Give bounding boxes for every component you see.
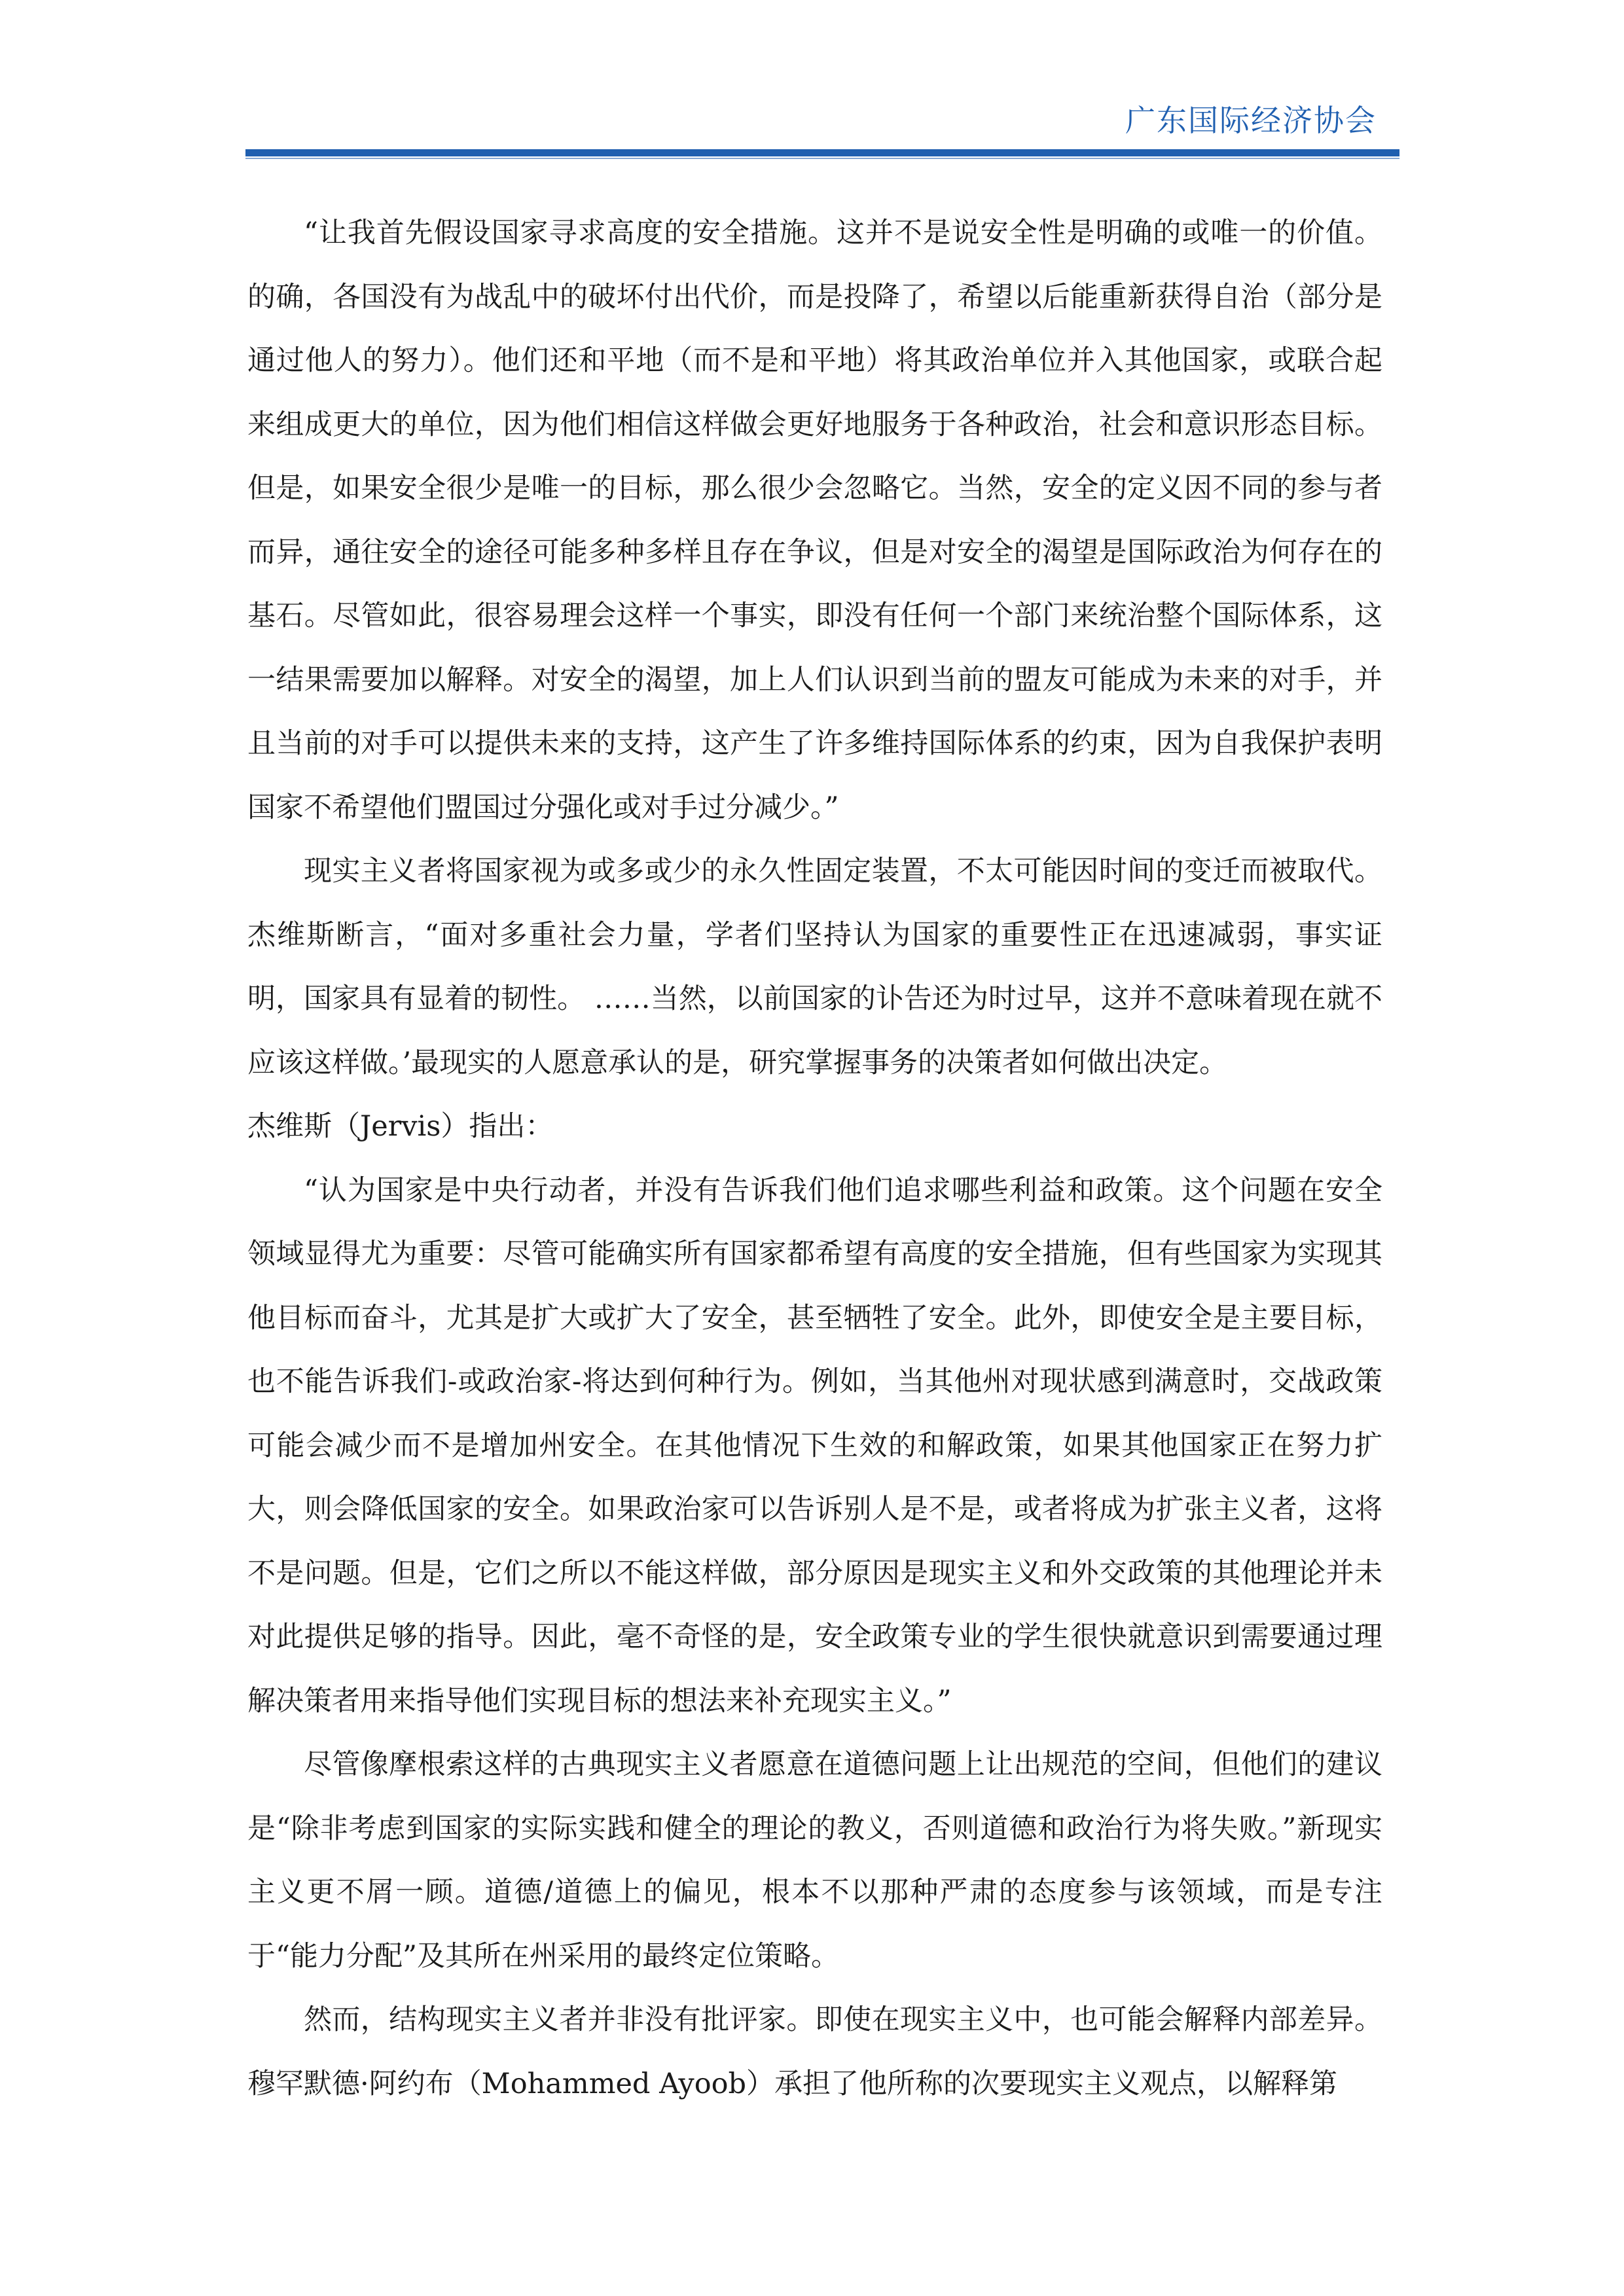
- paragraph-morgenthau-morality: 尽管像摩根索这样的古典现实主义者愿意在道德问题上让出规范的空间，但他们的建议是“除非考虑到国家的实际实践和健全的理论的教义，否则道德和政治行为将失败。”新现实主义更不屑一顾。道德/道德上的偏见，根本不以那种严肃的态度参与该领域，而是专注于“能力分配”及其所在州采用的最终定位策略。: [247, 1748, 1382, 1973]
- header-divider: [245, 149, 1399, 156]
- document-body: [247, 202, 1382, 2116]
- header-organization-title: 广东国际经济协会: [1125, 103, 1377, 138]
- paragraph-central-actor-quote: “认为国家是中央行动者，并没有告诉我们他们追求哪些利益和政策。这个问题在安全领域显得尤为重要：尽管可能确实所有国家都希望有高度的安全措施，但有些国家为实现其他目标而奋斗，尤其是扩大或扩大了安全，甚至牺牲了安全。此外，即使安全是主要目标，也不能告诉我们-或政治家-将达到何种行为。例如，当其他州对现状感到满意时，交战政策可能会减少而不是增加州安全。在其他情况下生效的和解政策，如果其他国家正在努力扩大，则会降低国家的安全。如果政治家可以告诉别人是不是，或者将成为扩张主义者，这将不是问题。但是，它们之所以不能这样做，部分原因是现实主义和外交政策的其他理论并未对此提供足够的指导。因此，毫不奇怪的是，安全政策专业的学生很快就意识到需要通过理解决策者用来指导他们实现目标的想法来补充现实主义。”: [247, 1174, 1382, 1717]
- paragraph-realists-state: 现实主义者将国家视为或多或少的永久性固定装置，不太可能因时间的变迁而被取代。 杰维斯断言，“面对多重社会力量，学者们坚持认为国家的重要性正在迅速减弱，事实证明，国家具有显着的韧性。 ……当然，以前国家的讣告还为时过早，这并不意味着现在就不应该这样做。’最现实的人愿意承认的是，研究掌握事务的决策者如何做出决定。: [247, 855, 1382, 1079]
- paragraph-structural-realism-critics: 然而，结构现实主义者并非没有批评家。即使在现实主义中，也可能会解释内部差异。穆罕默德·阿约布（Mohammed Ayoob）承担了他所称的次要现实主义观点，以解释第: [247, 2003, 1382, 2100]
- header-divider-thin: [245, 158, 1399, 159]
- paragraph-jervis-intro: 杰维斯（Jervis）指出：: [247, 1110, 554, 1143]
- paragraph-security-quote: “让我首先假设国家寻求高度的安全措施。这并不是说安全性是明确的或唯一的价值。的确，各国没有为战乱中的破坏付出代价，而是投降了，希望以后能重新获得自治（部分是通过他人的努力）。他们还和平地（而不是和平地）将其政治单位并入其他国家，或联合起来组成更大的单位，因为他们相信这样做会更好地服务于各种政治，社会和意识形态目标。但是，如果安全很少是唯一的目标，那么很少会忽略它。当然，安全的定义因不同的参与者而异，通往安全的途径可能多种多样且存在争议，但是对安全的渴望是国际政治为何存在的基石。尽管如此，很容易理会这样一个事实，即没有任何一个部门来统治整个国际体系，这一结果需要加以解释。对安全的渴望，加上人们认识到当前的盟友可能成为未来的对手，并且当前的对手可以提供未来的支持，这产生了许多维持国际体系的约束，因为自我保护表明国家不希望他们盟国过分强化或对手过分减少。”: [247, 217, 1382, 824]
